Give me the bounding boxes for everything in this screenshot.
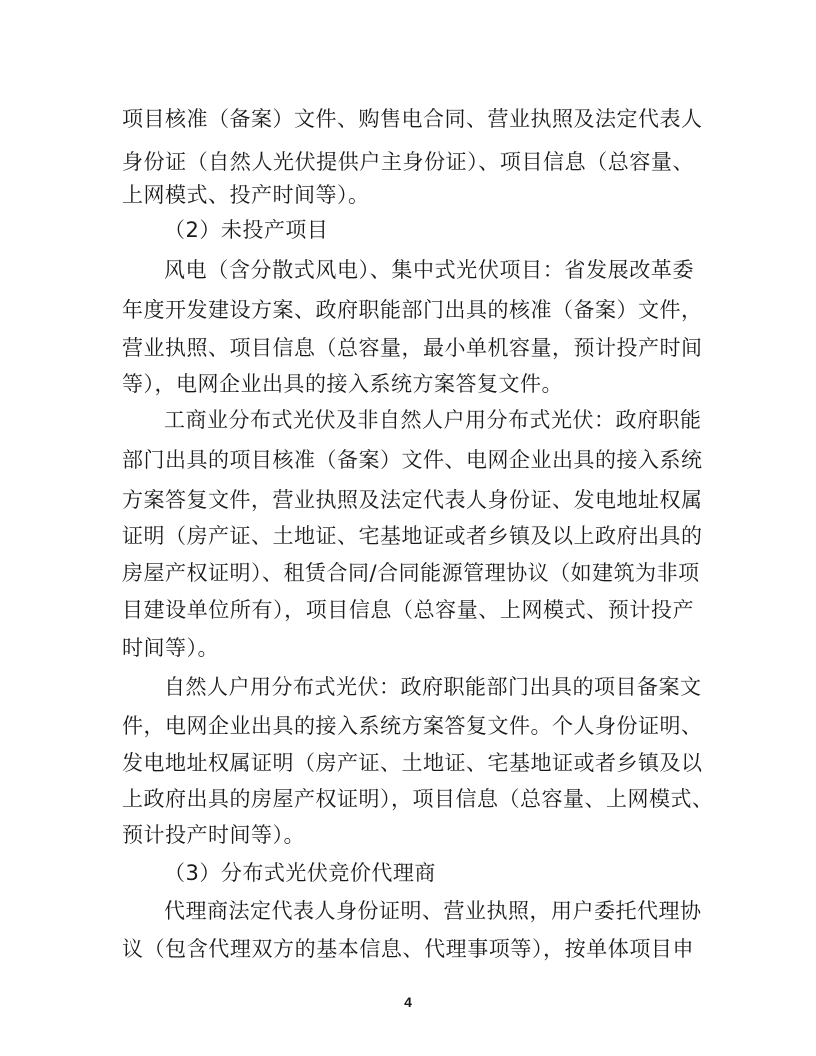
text-line: 议（包含代理双方的基本信息、代理事项等），按单体项目申 <box>122 937 694 961</box>
text-line: 营业执照、项目信息（总容量，最小单机容量，预计投产时间 <box>122 336 703 360</box>
text-line: 目建设单位所有），项目信息（总容量、上网模式、预计投产 <box>122 598 694 622</box>
text-line: 时间等）。 <box>122 636 219 660</box>
text-line: 发电地址权属证明（房产证、土地证、宅基地证或者乡镇及以 <box>122 751 703 775</box>
text-line: 上网模式、投产时间等）。 <box>122 183 370 207</box>
text-line: 风电（含分散式风电）、集中式光伏项目：省发展改革委 <box>164 258 694 282</box>
text-line: 部门出具的项目核准（备案）文件、电网企业出具的接入系统 <box>122 448 703 472</box>
page-number: 4 <box>404 994 412 1010</box>
text-line: （3）分布式光伏竞价代理商 <box>164 861 436 885</box>
text-line: 身份证（自然人光伏提供户主身份证）、项目信息（总容量、 <box>122 150 694 174</box>
text-line: 代理商法定代表人身份证明、营业执照，用户委托代理协 <box>164 899 702 923</box>
text-line: 等），电网企业出具的接入系统方案答复文件。 <box>122 372 563 396</box>
text-line: 上政府出具的房屋产权证明），项目信息（总容量、上网模式、 <box>122 787 714 811</box>
text-line: 房屋产权证明）、租赁合同/合同能源管理协议（如建筑为非项 <box>122 561 700 585</box>
text-line: 预计投产时间等）。 <box>122 823 305 847</box>
text-line: 方案答复文件，营业执照及法定代表人身份证、发电地址权属 <box>122 488 703 512</box>
text-line: 项目核准（备案）文件、购售电合同、营业执照及法定代表人 <box>122 107 703 131</box>
text-line: 工商业分布式光伏及非自然人户用分布式光伏：政府职能 <box>164 408 702 432</box>
text-line: 年度开发建设方案、政府职能部门出具的核准（备案）文件， <box>122 298 703 322</box>
text-line: 件，电网企业出具的接入系统方案答复文件。个人身份证明、 <box>122 714 703 738</box>
text-line: （2）未投产项目 <box>164 218 329 242</box>
text-line: 自然人户用分布式光伏：政府职能部门出具的项目备案文 <box>164 675 702 699</box>
text-line: 证明（房产证、土地证、宅基地证或者乡镇及以上政府出具的 <box>122 524 703 548</box>
